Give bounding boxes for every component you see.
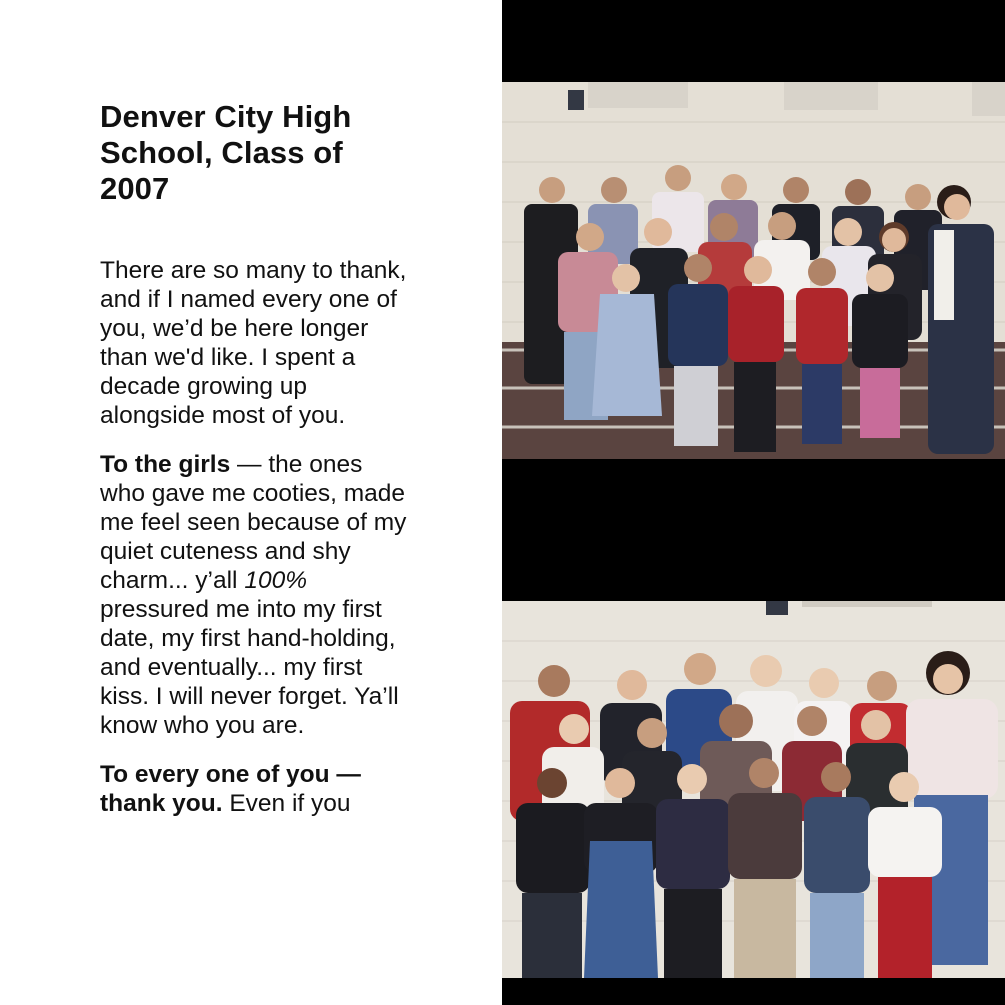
paragraph-thanks xyxy=(100,760,410,818)
paragraph-intro: There are so many to thank, and if I named every one of you, we’d be here longer than we'd like. I spent a decade growing up alongside most of you. xyxy=(100,257,407,429)
class-photo-2-image xyxy=(502,601,1005,978)
paragraph-thanks-text: Even if you xyxy=(222,790,351,817)
paragraph-girls-italic: 100% xyxy=(244,567,307,594)
body-text xyxy=(100,256,410,905)
paragraph-thanks-lead: To every one of you — thank you. xyxy=(100,761,361,817)
paragraph-girls xyxy=(100,450,410,740)
paragraph-girls-lead: To the girls xyxy=(100,451,231,478)
text-panel xyxy=(0,0,502,1005)
photo-panel xyxy=(502,0,1005,1005)
class-photo-1-image xyxy=(502,82,1005,459)
paragraph-girls-text-a: — the ones who gave me cooties, made me feel seen because of my quiet cuteness and shy charm... y’all xyxy=(100,451,407,594)
class-photo-2 xyxy=(502,601,1005,978)
class-photo-1 xyxy=(502,82,1005,459)
page-title: Denver City High School, Class of 2007 xyxy=(100,99,352,206)
paragraph-girls-text-b: pressured me into my first date, my first hand-holding, and eventually... my first kiss. I will never forget. Ya’ll know who you are. xyxy=(100,596,399,739)
